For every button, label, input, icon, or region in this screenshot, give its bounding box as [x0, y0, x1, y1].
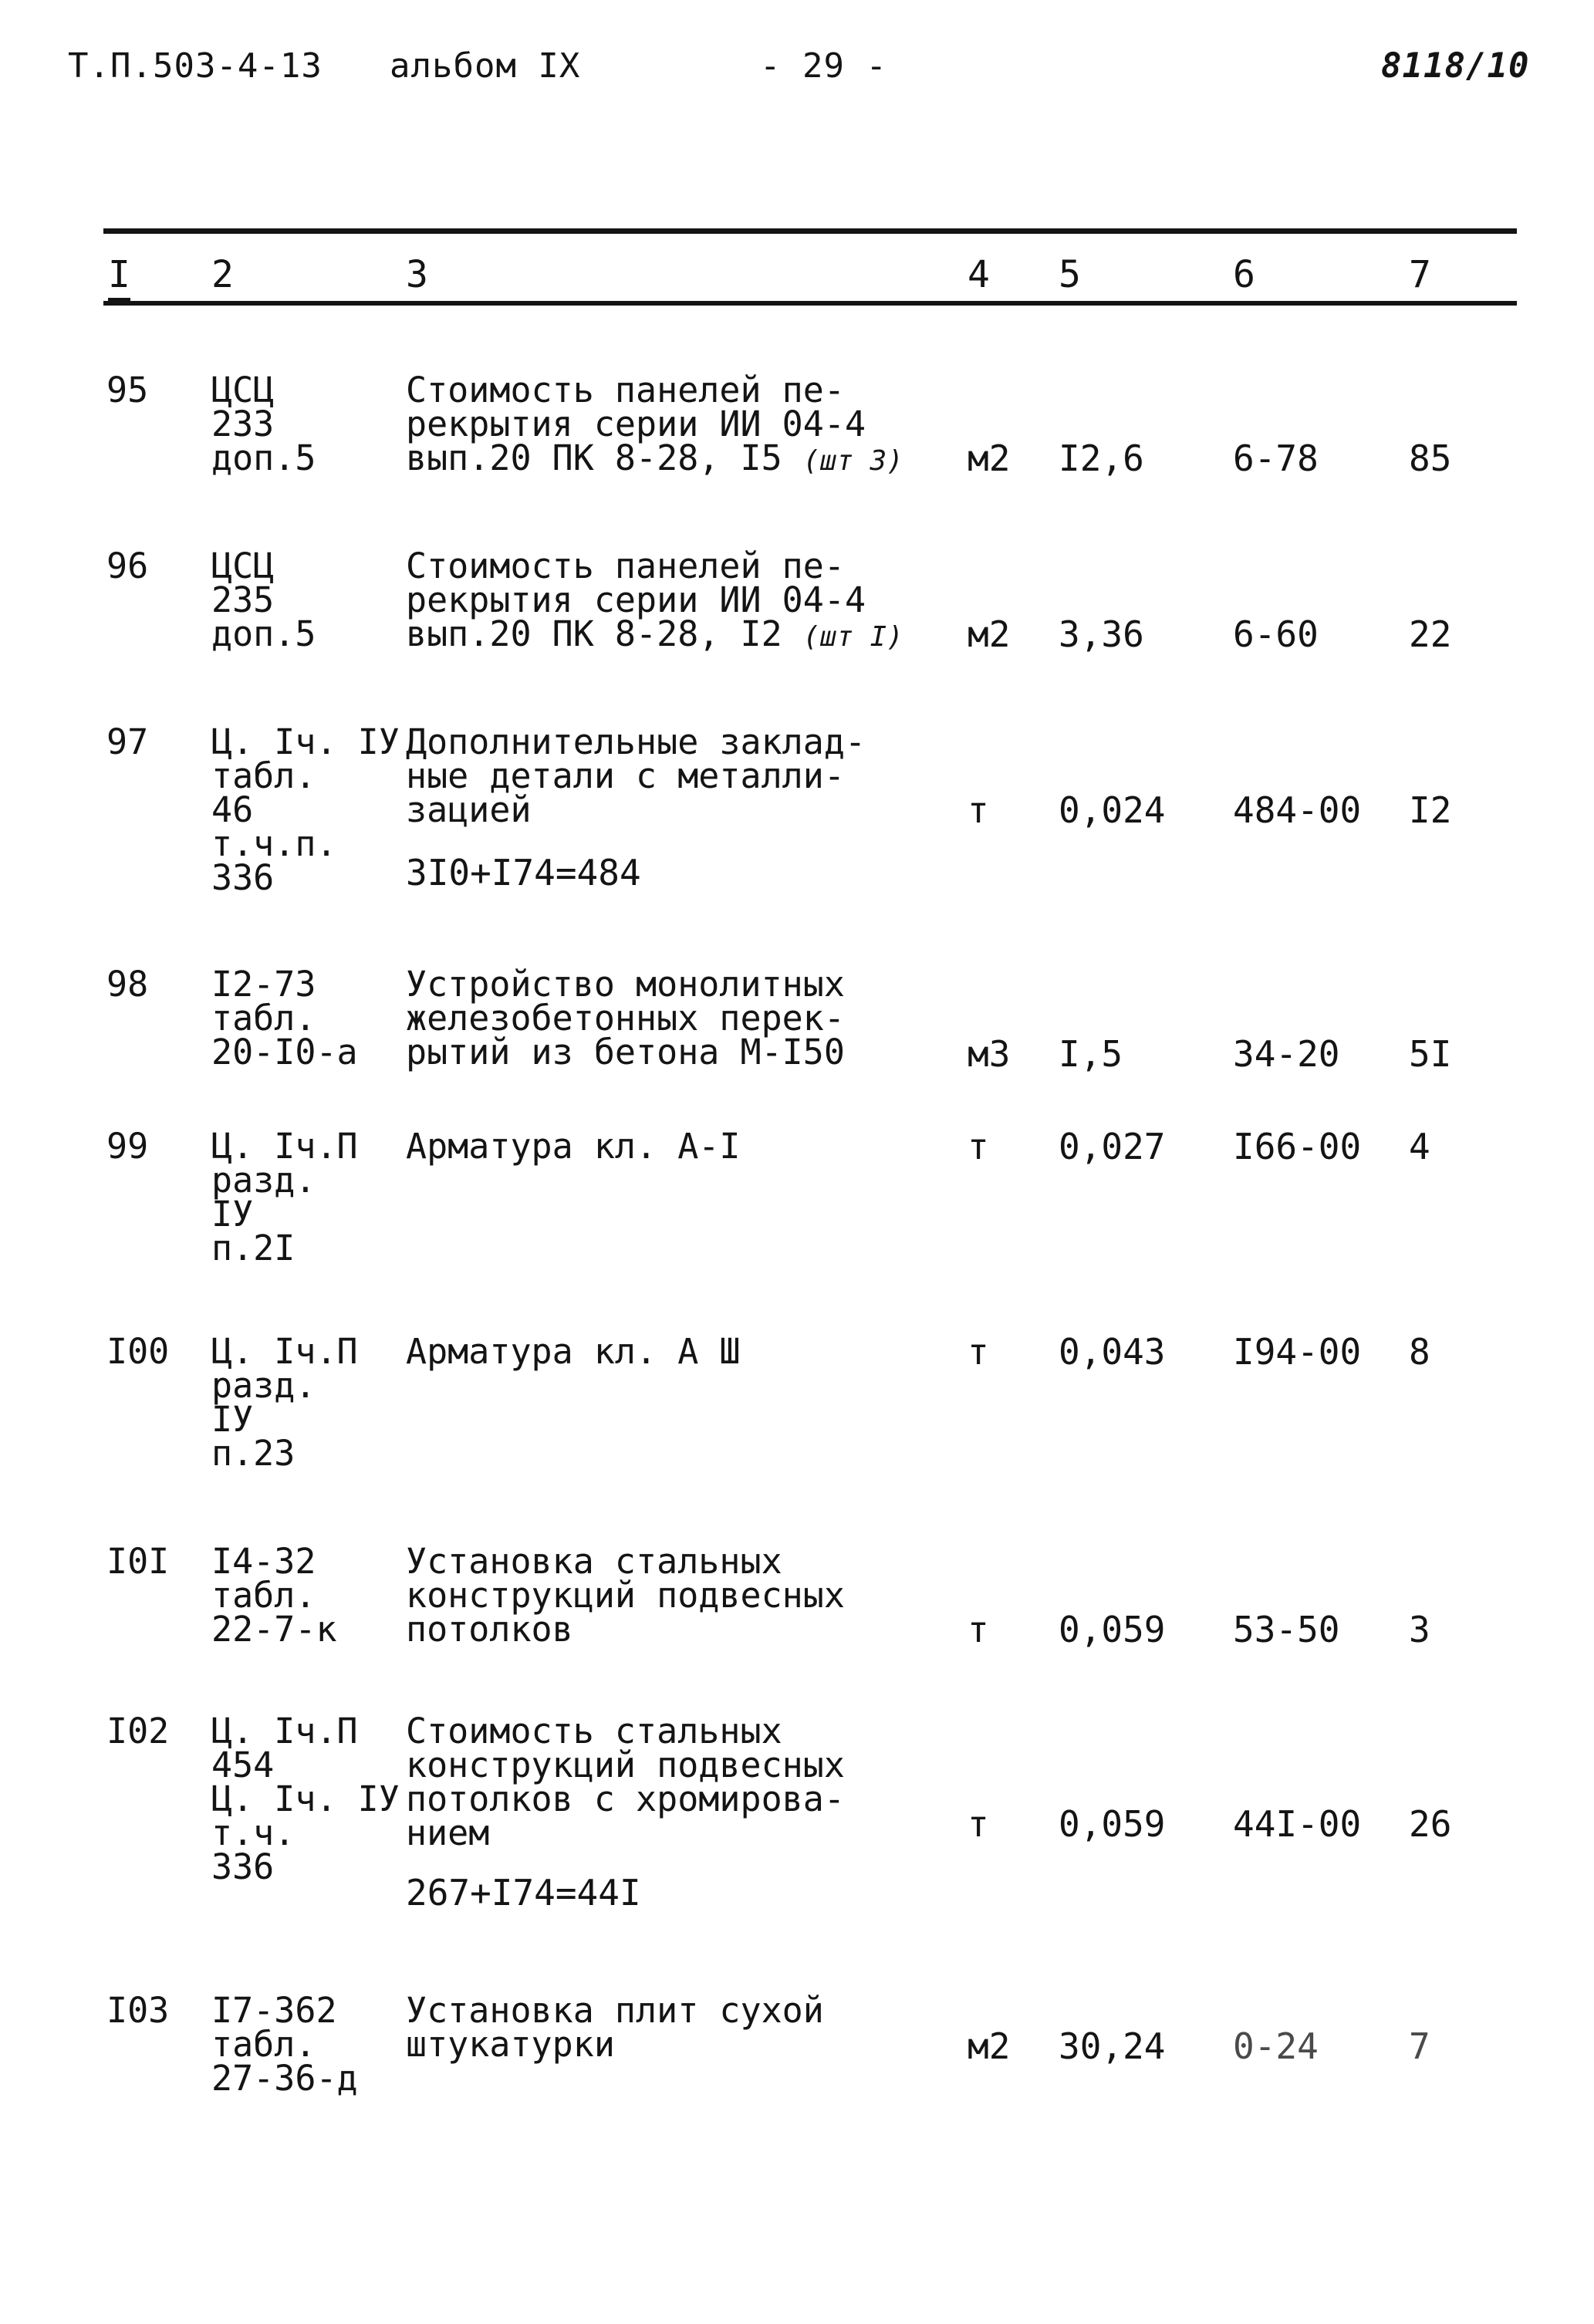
- row-total: 7: [1409, 2025, 1430, 2067]
- row-code: Ц. Iч.П разд. IУ п.23: [211, 1331, 358, 1474]
- row-quantity: 0,027: [1059, 1126, 1166, 1167]
- handwritten-note: (шт I): [802, 621, 903, 653]
- row-unit-price: 0-24: [1233, 2025, 1319, 2067]
- row-quantity: I,5: [1059, 1033, 1123, 1075]
- row-quantity: 0,024: [1059, 789, 1166, 831]
- column-number-7: 7: [1409, 253, 1431, 296]
- table-header-rule: [103, 301, 1517, 306]
- table-top-rule: [103, 228, 1517, 234]
- row-unit: т: [968, 1803, 989, 1845]
- row-description: Стоимость стальных конструкций подвесных потолков с хромирова- нием: [406, 1711, 845, 1853]
- column-number-4: 4: [968, 253, 990, 296]
- row-calculation: 267+I74=44I: [406, 1872, 641, 1914]
- row-unit: м3: [968, 1033, 1011, 1075]
- row-description: Установка плит сухой штукатурки: [406, 1990, 824, 2065]
- page-number: - 29 -: [760, 46, 887, 86]
- row-description: Арматура кл. А Ш: [406, 1331, 741, 1372]
- row-unit-price: 6-78: [1233, 437, 1319, 479]
- row-unit-price: 6-60: [1233, 613, 1319, 655]
- row-code: Ц. Iч.П 454 Ц. Iч. IУ т.ч. 336: [211, 1711, 400, 1887]
- row-code: ЦСЦ 233 доп.5: [211, 370, 316, 478]
- column-number-2: 2: [211, 253, 234, 296]
- row-unit: м2: [968, 437, 1011, 479]
- column-number-5: 5: [1059, 253, 1081, 296]
- row-number: I0I: [106, 1541, 170, 1582]
- row-total: I2: [1409, 789, 1452, 831]
- sheet-number: 8118/10: [1381, 46, 1530, 86]
- row-description: Стоимость панелей пе- рекрытия серии ИИ 04-4 вып.20 ПК 8-28, I2 (шт I): [406, 546, 903, 654]
- row-number: I02: [106, 1711, 170, 1751]
- row-total: 4: [1409, 1126, 1430, 1167]
- column-number-1: I: [108, 253, 130, 301]
- row-number: I00: [106, 1331, 170, 1372]
- row-unit-price: 44I-00: [1233, 1803, 1362, 1845]
- row-total: 5I: [1409, 1033, 1452, 1075]
- row-total: 22: [1409, 613, 1452, 655]
- row-number: I03: [106, 1990, 170, 2031]
- album-label: альбом IX: [390, 46, 581, 86]
- row-unit: м2: [968, 2025, 1011, 2067]
- row-description: Устройство монолитных железобетонных перек- рытий из бетона М-I50: [406, 964, 845, 1072]
- row-number: 96: [106, 546, 149, 586]
- row-code: I4-32 табл. 22-7-к: [211, 1541, 337, 1650]
- row-code: Ц. Iч.П разд. IУ п.2I: [211, 1126, 358, 1268]
- row-unit: т: [968, 1331, 989, 1373]
- row-number: 97: [106, 721, 149, 762]
- row-unit: т: [968, 1126, 989, 1167]
- row-number: 99: [106, 1126, 149, 1167]
- row-total: 3: [1409, 1609, 1430, 1650]
- row-total: 26: [1409, 1803, 1452, 1845]
- row-code: Ц. Iч. IУ табл. 46 т.ч.п. 336: [211, 721, 400, 898]
- row-unit-price: I94-00: [1233, 1331, 1362, 1373]
- row-unit: т: [968, 789, 989, 831]
- row-quantity: 30,24: [1059, 2025, 1166, 2067]
- row-code: I7-362 табл. 27-36-д: [211, 1990, 358, 2099]
- row-quantity: 0,059: [1059, 1803, 1166, 1845]
- row-number: 95: [106, 370, 149, 410]
- row-unit: м2: [968, 613, 1011, 655]
- row-calculation: 3I0+I74=484: [406, 852, 641, 893]
- row-unit-price: 484-00: [1233, 789, 1362, 831]
- row-quantity: 3,36: [1059, 613, 1144, 655]
- row-quantity: I2,6: [1059, 437, 1144, 479]
- row-unit-price: I66-00: [1233, 1126, 1362, 1167]
- column-number-6: 6: [1233, 253, 1255, 296]
- handwritten-note: (шт 3): [802, 445, 903, 477]
- row-total: 8: [1409, 1331, 1430, 1373]
- row-number: 98: [106, 964, 149, 1005]
- row-total: 85: [1409, 437, 1452, 479]
- row-unit: т: [968, 1609, 989, 1650]
- row-description: Установка стальных конструкций подвесных потолков: [406, 1541, 845, 1650]
- row-description: Стоимость панелей пе- рекрытия серии ИИ 04-4 вып.20 ПК 8-28, I5 (шт 3): [406, 370, 903, 478]
- row-quantity: 0,059: [1059, 1609, 1166, 1650]
- row-unit-price: 34-20: [1233, 1033, 1340, 1075]
- row-code: ЦСЦ 235 доп.5: [211, 546, 316, 654]
- row-description: Дополнительные заклад- ные детали с металли- зацией: [406, 721, 866, 830]
- row-description: Арматура кл. А-I: [406, 1126, 741, 1167]
- row-unit-price: 53-50: [1233, 1609, 1340, 1650]
- document-code: Т.П.503-4-13: [68, 46, 323, 86]
- row-quantity: 0,043: [1059, 1331, 1166, 1373]
- column-number-3: 3: [406, 253, 428, 296]
- row-code: I2-73 табл. 20-I0-а: [211, 964, 358, 1072]
